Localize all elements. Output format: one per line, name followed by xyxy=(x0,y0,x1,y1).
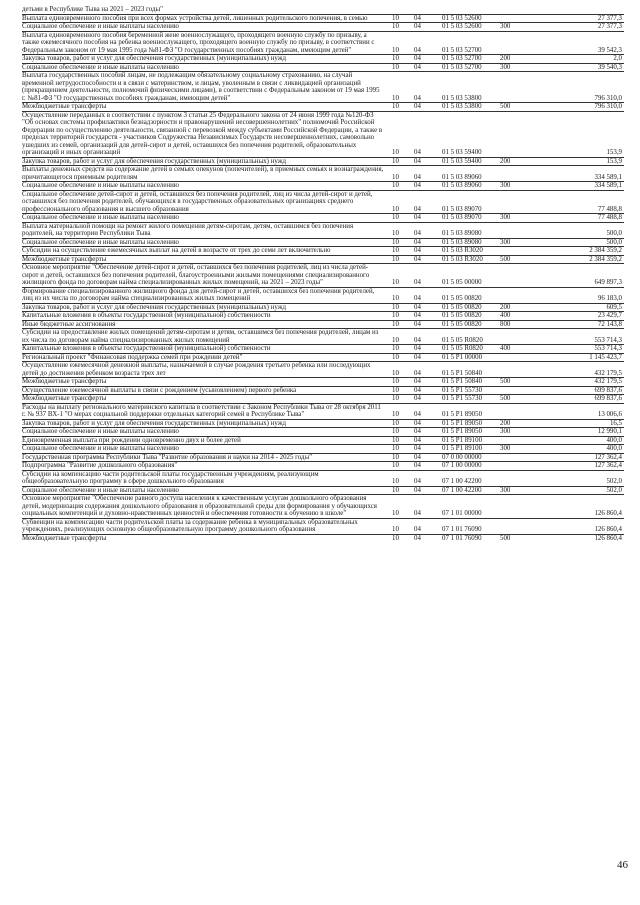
target-article: 01 5 05 R0820 xyxy=(442,336,483,344)
target-article: 01 5 03 R3020 xyxy=(442,247,483,254)
target-article: 07 1 01 00000 xyxy=(442,510,482,517)
section-code: 10 xyxy=(392,279,399,286)
target-article: 01 5 05 00820 xyxy=(442,303,482,311)
table-row xyxy=(22,470,624,486)
section-code: 10 xyxy=(392,478,399,485)
subsection-code: 04 xyxy=(414,238,421,246)
table-row xyxy=(22,394,624,403)
table-row xyxy=(22,287,624,303)
amount: 96 183,0 xyxy=(597,295,622,302)
section-code: 10 xyxy=(392,345,399,352)
subsection-code: 04 xyxy=(414,312,421,319)
table-row xyxy=(22,63,624,72)
row-description: Выплаты денежных средств на содержание детей в семьях опекунов (попечителей), в приемных семьях и вознаграждения, причитающегося приемным родителям xyxy=(22,166,384,181)
target-article: 01 5 03 52600 xyxy=(442,23,482,30)
amount: 699 837,6 xyxy=(594,386,622,394)
expense-type: 500 xyxy=(500,378,511,385)
subsection-code: 04 xyxy=(414,436,421,444)
table-row xyxy=(22,377,624,386)
table-row xyxy=(22,102,624,111)
section-code: 10 xyxy=(392,157,399,165)
target-article: 01 5 P1 50840 xyxy=(442,378,483,385)
amount: 2 384 359,2 xyxy=(589,247,622,254)
amount: 23 429,7 xyxy=(597,312,622,319)
expense-type: 800 xyxy=(500,320,511,328)
table-row xyxy=(22,486,624,495)
amount: 796 310,0 xyxy=(594,103,622,110)
target-article: 01 5 03 52600 xyxy=(442,14,482,22)
subsection-code: 04 xyxy=(414,336,421,344)
subsection-code: 04 xyxy=(414,230,421,237)
table-row xyxy=(22,213,624,222)
row-description: Региональный проект "Финансовая поддержка семей при рождении детей" xyxy=(22,353,243,361)
section-code: 10 xyxy=(392,230,399,237)
section-code: 10 xyxy=(392,353,399,361)
table-row xyxy=(22,246,624,255)
table-row xyxy=(22,22,624,31)
amount: 2 384 359,2 xyxy=(589,255,622,263)
subsection-code: 04 xyxy=(414,526,421,533)
expense-type: 200 xyxy=(500,419,511,427)
row-description: Социальное обеспечение и иные выплаты населению xyxy=(22,445,179,452)
row-description: Закупка товаров, работ и услуг для обеспечения государственных (муниципальных) нужд xyxy=(22,419,286,427)
table-row xyxy=(22,444,624,453)
section-code: 10 xyxy=(392,55,399,62)
subsection-code: 04 xyxy=(414,445,421,452)
target-article: 07 1 01 76090 xyxy=(442,534,482,542)
row-description: Социальное обеспечение и иные выплаты населению xyxy=(22,238,179,246)
subsection-code: 04 xyxy=(414,378,421,385)
row-description: Социальное обеспечение и иные выплаты населению xyxy=(22,486,179,494)
target-article: 01 5 P1 50840 xyxy=(442,369,483,377)
amount: 334 589,1 xyxy=(594,173,622,181)
target-article: 01 5 03 89060 xyxy=(442,173,482,181)
target-article: 01 5 P1 55730 xyxy=(442,386,483,394)
subsection-code: 04 xyxy=(414,255,421,263)
table-row xyxy=(22,386,624,395)
row-description: Межбюджетные трансферты xyxy=(22,255,107,263)
row-description: Капитальные вложения в объекты государственной (муниципальной) собственности xyxy=(22,345,271,352)
section-code: 10 xyxy=(392,103,399,110)
row-description: Социальное обеспечение и иные выплаты населению xyxy=(22,63,179,71)
section-code: 10 xyxy=(392,486,399,494)
section-code: 10 xyxy=(392,428,399,435)
row-description: Межбюджетные трансферты xyxy=(22,378,107,385)
target-article: 01 5 P1 00000 xyxy=(442,353,483,361)
expense-type: 300 xyxy=(500,428,511,435)
row-description: Выплата единовременного пособия при всех формах устройства детей, лишенных родительского попечения, в семью xyxy=(22,14,368,22)
table-row xyxy=(22,111,624,157)
subsection-code: 04 xyxy=(414,369,421,377)
subsection-code: 04 xyxy=(414,486,421,494)
amount: 12 990,1 xyxy=(597,428,622,435)
table-row xyxy=(22,353,624,362)
target-article: 01 5 P1 89100 xyxy=(442,445,483,452)
amount: 609,5 xyxy=(606,303,622,311)
section-code: 10 xyxy=(392,214,399,221)
target-article: 01 5 03 89080 xyxy=(442,238,482,246)
target-article: 01 5 03 52700 xyxy=(442,55,482,62)
row-description: Межбюджетные трансферты xyxy=(22,534,107,542)
section-code: 10 xyxy=(392,23,399,30)
amount: 16,5 xyxy=(609,419,622,427)
row-description: Социальное обеспечение детей-сирот и детей, оставшихся без попечения родителей, лиц из числа детей-сирот и детей, оставшихся без попечения родителей, обучающихся в государственных образовательных организациях среднего профессионального образования и высшего образования xyxy=(22,190,373,213)
subsection-code: 04 xyxy=(414,279,421,286)
table-row xyxy=(22,263,624,287)
target-article: 01 5 P1 89050 xyxy=(442,411,483,418)
expense-type: 300 xyxy=(500,182,511,189)
table-row xyxy=(22,165,624,181)
subsection-code: 04 xyxy=(414,534,421,542)
row-description: Осуществление ежемесячной выплаты в связи с рождением (усыновлением) первого ребенка xyxy=(22,386,297,394)
subsection-code: 04 xyxy=(414,419,421,427)
target-article: 07 1 00 42200 xyxy=(442,486,482,494)
subsection-code: 04 xyxy=(414,395,421,402)
amount: 126 860,4 xyxy=(594,510,622,517)
section-code: 10 xyxy=(392,436,399,444)
row-description: Межбюджетные трансферты xyxy=(22,103,107,110)
row-description: Основное мероприятие "Обеспечение равного доступа населения к качественным услугам дошкольного образования детей, модернизация содержания дошкольного образования и образовательной среды для формирования у обучающихся социальных компетенций и духовно-нравственных ценностей и обеспечения готовности к обучению в школе" xyxy=(22,495,377,517)
expense-type: 400 xyxy=(500,312,511,319)
row-description: Социальное обеспечение и иные выплаты населению xyxy=(22,23,179,30)
target-article: 07 1 00 00000 xyxy=(442,462,482,469)
amount: 126 860,4 xyxy=(594,534,622,542)
subsection-code: 04 xyxy=(414,149,421,156)
table-row xyxy=(22,303,624,312)
amount: 432 179,5 xyxy=(594,369,622,377)
target-article: 01 5 P1 89050 xyxy=(442,419,483,427)
subsection-code: 04 xyxy=(414,94,421,102)
amount: 77 488,8 xyxy=(597,214,622,221)
amount: 699 837,6 xyxy=(594,395,622,402)
amount: 796 310,0 xyxy=(594,94,622,102)
section-code: 10 xyxy=(392,238,399,246)
target-article: 01 5 05 00820 xyxy=(442,295,482,302)
row-description: детьми в Республике Тыва на 2021 – 2023 годы" xyxy=(22,6,163,13)
expense-type: 300 xyxy=(500,445,511,452)
subsection-code: 04 xyxy=(414,23,421,30)
row-description: Формирование специализированного жилищного фонда для детей-сирот и детей, оставшихся без попечения родителей, лиц из их числа по договорам найма специализированных жилых помещений xyxy=(22,287,375,302)
row-description: Социальное обеспечение и иные выплаты населению xyxy=(22,214,179,221)
section-code: 10 xyxy=(392,411,399,418)
section-code: 10 xyxy=(392,255,399,263)
row-description: Осуществление ежемесячной денежной выплаты, назначаемой в случае рождения третьего ребенка или последующих детей до достижения ребенком возраста трех лет xyxy=(22,362,371,377)
section-code: 10 xyxy=(392,94,399,102)
amount: 502,0 xyxy=(606,486,622,494)
amount: 500,0 xyxy=(606,238,622,246)
amount: 77 488,8 xyxy=(597,205,622,213)
amount: 502,0 xyxy=(606,478,622,485)
row-description: Основное мероприятие "Обеспечение детей-сирот и детей, оставшихся без попечения родителей, лиц из числа детей-сирот и детей, оставшихся без попечения родителей, благоустроенными жилыми помещениями специализированного жилищного фонда по договорам найма специализированных жилых помещений, на 2021 – 2023 годы" xyxy=(22,264,370,286)
target-article: 01 5 03 89080 xyxy=(442,230,482,237)
section-code: 10 xyxy=(392,173,399,181)
row-description: Закупка товаров, работ и услуг для обеспечения государственных (муниципальных) нужд xyxy=(22,157,286,165)
table-row xyxy=(22,222,624,238)
table-row xyxy=(22,255,624,264)
amount: 39 540,3 xyxy=(597,63,622,71)
section-code: 10 xyxy=(392,453,399,461)
subsection-code: 04 xyxy=(414,478,421,485)
target-article: 01 5 03 59400 xyxy=(442,149,482,156)
subsection-code: 04 xyxy=(414,14,421,22)
amount: 400,0 xyxy=(606,445,622,452)
subsection-code: 04 xyxy=(414,295,421,302)
section-code: 10 xyxy=(392,526,399,533)
subsection-code: 04 xyxy=(414,55,421,62)
row-description: Подпрограмма "Развитие дошкольного образования" xyxy=(22,462,178,469)
target-article: 01 5 05 00820 xyxy=(442,320,482,328)
subsection-code: 04 xyxy=(414,63,421,71)
target-article: 07 1 01 76090 xyxy=(442,526,482,533)
row-description: Иные бюджетные ассигнования xyxy=(22,320,116,328)
section-code: 10 xyxy=(392,320,399,328)
row-description: Капитальные вложения в объекты государственной (муниципальной) собственности xyxy=(22,312,271,319)
section-code: 10 xyxy=(392,369,399,377)
amount: 72 143,8 xyxy=(597,320,622,328)
target-article: 01 5 05 00000 xyxy=(442,279,482,286)
expense-type: 300 xyxy=(500,486,511,494)
target-article: 01 5 03 53800 xyxy=(442,103,482,110)
table-row xyxy=(22,518,624,534)
table-row xyxy=(22,361,624,377)
amount: 153,9 xyxy=(606,149,622,156)
target-article: 01 5 P1 55730 xyxy=(442,395,483,402)
amount: 553 714,3 xyxy=(594,336,622,344)
subsection-code: 04 xyxy=(414,345,421,352)
subsection-code: 04 xyxy=(414,205,421,213)
amount: 2,0 xyxy=(613,55,622,62)
target-article: 01 5 03 52700 xyxy=(442,63,482,71)
section-code: 10 xyxy=(392,63,399,71)
target-article: 01 5 05 R0820 xyxy=(442,345,483,352)
target-article: 01 5 03 53800 xyxy=(442,94,482,102)
table-row xyxy=(22,54,624,63)
amount: 334 589,1 xyxy=(594,182,622,189)
expense-type: 500 xyxy=(500,103,511,110)
amount: 553 714,3 xyxy=(594,345,622,352)
target-article: 07 1 00 42200 xyxy=(442,478,482,485)
row-description: Осуществление переданных в соответствии с пунктом 3 статьи 25 Федерального закона от 24 июня 1999 года №120-ФЗ "Об основах системы профилактики безнадзорности и правонарушений несовершеннолетних" полномочий Российской Федерации по осуществлению деятельности, связанной с перевозкой между субъектами Российской Федерации, а также в пределах территорий государств - участников Содружества Независимых Государств несовершеннолетних, самовольно ушедших из семей, организаций для детей-сирот и детей, оставшихся без попечения родителей, образовательных организаций и иных организаций xyxy=(22,111,383,156)
amount: 39 542,3 xyxy=(597,46,622,54)
table-row xyxy=(22,494,624,518)
subsection-code: 04 xyxy=(414,103,421,110)
subsection-code: 04 xyxy=(414,214,421,221)
section-code: 10 xyxy=(392,534,399,542)
table-row xyxy=(22,31,624,55)
amount: 27 377,3 xyxy=(597,23,622,30)
target-article: 01 5 03 R3020 xyxy=(442,255,483,263)
section-code: 10 xyxy=(392,205,399,213)
subsection-code: 04 xyxy=(414,453,421,461)
table-row xyxy=(22,238,624,247)
subsection-code: 04 xyxy=(414,247,421,254)
amount: 649 897,3 xyxy=(594,279,622,286)
expense-type: 300 xyxy=(500,23,511,30)
table-row xyxy=(22,190,624,214)
section-code: 10 xyxy=(392,378,399,385)
row-description: Государственная программа Республики Тыва "Развитие образования и науки на 2014 - 2025 годы" xyxy=(22,453,313,461)
table-row xyxy=(22,311,624,320)
row-description: Субсидии на предоставление жилых помещений детям-сиротам и детям, оставшимся без попечения родителей, лицам из их числа по договорам найма специализированных жилых помещений xyxy=(22,329,379,344)
table-row xyxy=(22,14,624,23)
subsection-code: 04 xyxy=(414,510,421,517)
amount: 27 377,3 xyxy=(597,14,622,22)
section-code: 10 xyxy=(392,46,399,54)
row-description: Выплата государственных пособий лицам, не подлежащим обязательному социальному страхованию, на случай временной нетрудоспособности и в связи с материнством, и лицам, уволенным в связи с ликвидацией организаций (прекращением деятельности, полномочий физическими лицами), в соответствии с Федеральным законом от 19 мая 1995 г. №81-ФЗ "О государственных пособиях гражданам, имеющим детей" xyxy=(22,72,380,102)
table-row xyxy=(22,320,624,329)
subsection-code: 04 xyxy=(414,320,421,328)
subsection-code: 04 xyxy=(414,462,421,469)
expense-type: 300 xyxy=(500,63,511,71)
target-article: 07 0 00 00000 xyxy=(442,453,482,461)
target-article: 01 5 P1 89050 xyxy=(442,428,483,435)
target-article: 01 5 03 89070 xyxy=(442,214,482,221)
target-article: 01 5 03 59400 xyxy=(442,157,482,165)
section-code: 10 xyxy=(392,182,399,189)
row-description: Единовременная выплата при рождении одновременно двух и более детей xyxy=(22,436,241,444)
amount: 153,9 xyxy=(606,157,622,165)
expense-type: 200 xyxy=(500,157,511,165)
amount: 127 362,4 xyxy=(594,462,622,469)
expense-type: 400 xyxy=(500,345,511,352)
subsection-code: 04 xyxy=(414,411,421,418)
section-code: 10 xyxy=(392,247,399,254)
target-article: 01 5 P1 89100 xyxy=(442,436,483,444)
section-code: 10 xyxy=(392,14,399,22)
amount: 13 006,6 xyxy=(597,411,622,418)
row-description: Субвенции на компенсацию части родительской платы за содержание ребенка в муниципальных образовательных учреждениях, реализующих основную общеобразовательную программу дошкольного образования xyxy=(22,518,358,533)
table-row xyxy=(22,461,624,470)
target-article: 01 5 05 00820 xyxy=(442,312,482,319)
amount: 500,0 xyxy=(606,230,622,237)
amount: 1 145 423,7 xyxy=(589,353,622,361)
budget-table xyxy=(22,6,624,542)
section-code: 10 xyxy=(392,395,399,402)
table-row xyxy=(22,453,624,462)
expense-type: 500 xyxy=(500,255,511,263)
table-row xyxy=(22,427,624,436)
subsection-code: 04 xyxy=(414,428,421,435)
row-description: Социальное обеспечение и иные выплаты населению xyxy=(22,428,179,435)
row-description: Расходы на выплату регионального материнского капитала в соответствии с Законом Республики Тыва от 28 октября 2011 г. № 937 ВХ-1 "О мерах социальной поддержки отдельных категорий семей в Республике Тыва" xyxy=(22,403,381,418)
page-number: 46 xyxy=(617,859,628,871)
amount: 127 362,4 xyxy=(594,453,622,461)
section-code: 10 xyxy=(392,336,399,344)
table-row xyxy=(22,403,624,419)
subsection-code: 04 xyxy=(414,353,421,361)
expense-type: 300 xyxy=(500,214,511,221)
target-article: 01 5 03 52700 xyxy=(442,46,482,54)
row-description: Субсидии на осуществление ежемесячных выплат на детей в возрасте от трех до семи лет включительно xyxy=(22,247,331,254)
section-code: 10 xyxy=(392,462,399,469)
table-row xyxy=(22,534,624,543)
section-code: 10 xyxy=(392,419,399,427)
subsection-code: 04 xyxy=(414,173,421,181)
section-code: 10 xyxy=(392,445,399,452)
subsection-code: 04 xyxy=(414,386,421,394)
section-code: 10 xyxy=(392,386,399,394)
subsection-code: 04 xyxy=(414,182,421,189)
table-row xyxy=(22,181,624,190)
table-row xyxy=(22,328,624,344)
row-description: Социальное обеспечение и иные выплаты населению xyxy=(22,182,179,189)
expense-type: 500 xyxy=(500,395,511,402)
target-article: 01 5 03 89060 xyxy=(442,182,482,189)
table-row xyxy=(22,344,624,353)
section-code: 10 xyxy=(392,303,399,311)
table-row xyxy=(22,436,624,445)
section-code: 10 xyxy=(392,510,399,517)
section-code: 10 xyxy=(392,149,399,156)
table-row xyxy=(22,419,624,428)
expense-type: 300 xyxy=(500,238,511,246)
amount: 432 179,5 xyxy=(594,378,622,385)
row-description: Выплата материальной помощи на ремонт жилого помещения детям-сиротам, детям, оставшимся без попечения родителей, на территории Республики Тыва xyxy=(22,222,354,237)
expense-type: 500 xyxy=(500,534,511,542)
row-description: Закупка товаров, работ и услуг для обеспечения государственных (муниципальных) нужд xyxy=(22,303,286,311)
target-article: 01 5 03 89070 xyxy=(442,205,482,213)
subsection-code: 04 xyxy=(414,303,421,311)
expense-type: 200 xyxy=(500,55,511,62)
row-description: Выплата единовременного пособия беременной жене военнослужащего, проходящего военную службу по призыву, а также ежемесячного пособия на ребенка военнослужащего, проходящего военную службу по призыву, в соответствии с Федеральным законом от 19 мая 1995 года №81-ФЗ "О государственных пособиях гражданам, имеющим детей" xyxy=(22,31,375,54)
table-row xyxy=(22,6,624,14)
section-code: 10 xyxy=(392,295,399,302)
subsection-code: 04 xyxy=(414,157,421,165)
table-row xyxy=(22,71,624,102)
amount: 126 860,4 xyxy=(594,526,622,533)
section-code: 10 xyxy=(392,312,399,319)
expense-type: 200 xyxy=(500,303,511,311)
amount: 400,0 xyxy=(606,436,622,444)
row-description: Закупка товаров, работ и услуг для обеспечения государственных (муниципальных) нужд xyxy=(22,55,286,62)
subsection-code: 04 xyxy=(414,46,421,54)
row-description: Межбюджетные трансферты xyxy=(22,395,107,402)
row-description: Субсидии на компенсацию части родительской платы государственным учреждениям, реализующим общеобразовательную программу в сфере дошкольного образования xyxy=(22,470,319,485)
table-row xyxy=(22,157,624,166)
